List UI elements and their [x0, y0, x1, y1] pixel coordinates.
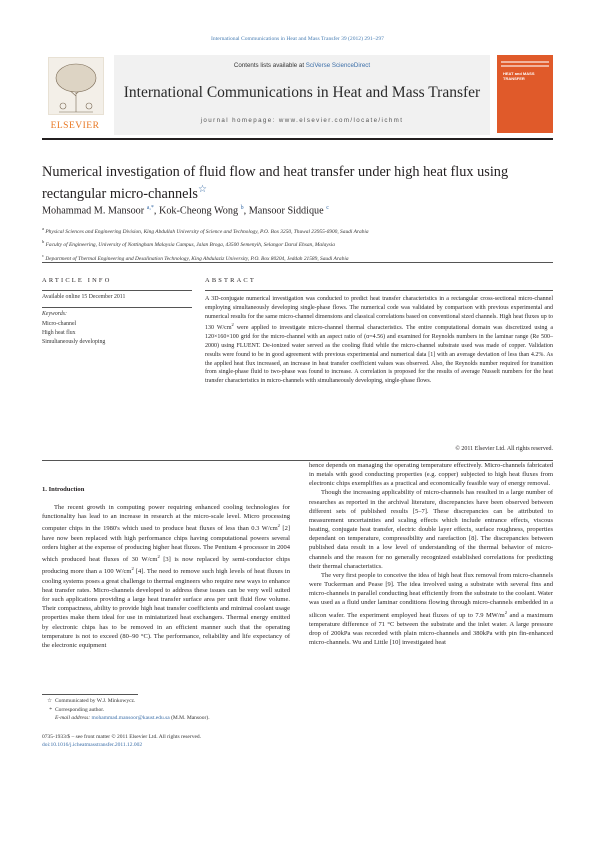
body-paragraph: [309, 571, 553, 647]
email-link[interactable]: mohammad.mansoor@kaust.edu.sa: [91, 715, 170, 722]
footnotes: [42, 697, 290, 723]
body-column-left: [42, 485, 290, 650]
elsevier-wordmark: ELSEVIER: [50, 121, 100, 131]
affiliation-mark: c: [42, 252, 44, 258]
author-separator: ,: [153, 205, 159, 217]
author-name[interactable]: Mansoor Siddique: [248, 205, 324, 217]
footnote-text: Communicated by W.J. Minkowycz.: [55, 698, 136, 704]
abstract-text: [205, 295, 553, 386]
footnote-item: [42, 706, 290, 715]
journal-name: International Communications in Heat and Mass Transfer: [123, 84, 481, 101]
article-title: [42, 163, 553, 203]
body-text: The very first people to conceive the idea of high heat flux removal from micro-channels were Tuckerman and Pease [9]. The idea involved using a substrate with several fins and micro-channels in parallel conducting heat efficiently from the substrate to the coolant. Water was used as a fluid under laminar conditions flowing through micro-channels embedded in a silicon wafer. The experiment employed heat fluxes of up to 7.9 MW/m: [309, 571, 553, 619]
masthead-rule: [42, 138, 553, 140]
superscript: 2: [131, 566, 134, 572]
article-info-rule: [42, 307, 192, 308]
email-label: E-mail address:: [55, 715, 92, 722]
superscript: 2: [157, 554, 160, 560]
keywords-label: Keywords:: [42, 311, 67, 317]
doi-link[interactable]: doi:10.1016/j.icheatmasstransfer.2011.12.002: [42, 742, 143, 749]
tree-emblem-icon: [48, 57, 104, 115]
article-title-text: Numerical investigation of fluid flow and heat transfer under high heat flux using rectangular micro-channels: [42, 164, 509, 202]
keyword-item: Simultaneously developing: [42, 339, 106, 345]
footnote-text: Corresponding author.: [55, 706, 105, 713]
superscript: 2: [231, 322, 234, 328]
keyword-item: High heat flux: [42, 330, 76, 336]
body-paragraph: hence depends on managing the operating temperature effectively. Micro-channels fabricated in metals with good conducting properties (e.g. copper) subjected to high heat fluxes from electronic chips exemplifies as a practical and economically feasible way of energy removal.: [309, 462, 553, 488]
affiliation-text: Faculty of Engineering, University of Nottingham Malaysia Campus, Jalan Broga, 43500 Semenyih, Selangor Darul Ehsan, Malaysia: [45, 242, 335, 249]
footnote-item: [42, 697, 290, 706]
available-online-date: Available online 15 December 2011: [42, 294, 126, 300]
abstract-text-part: A 3D-conjugate numerical investigation was conducted to predict heat transfer characteristics in a rectangular cross-sectional micro-channel employing simultaneously developing single-phase flows. The numerical code was validated by comparison with previous experimental and numerical results for the same micro-channel dimensions and classical correlations based on conventional sized channels. High heat fluxes up to 130 W/cm: [205, 296, 553, 332]
footnote-star-mark: ☆: [47, 698, 52, 704]
affiliation-item: [42, 224, 553, 237]
body-text: [2] have now been replaced with high performance chips having computational powers several orders higher at the expense of producing higher heat fluxes. The Pentium 4 processor in 2004 which produced heat fluxes of 30 W/cm: [42, 525, 290, 564]
body-text: and a maximum temperature difference of 71 °C between the substrate and the inlet water. A large pressure drop of 200kPa was recorded with plain micro-channels and 380kPa with pin fin-enhanced micro-channels. Wu and Little [10] investigated heat: [309, 611, 553, 647]
section-heading: 1. Introduction: [42, 486, 85, 493]
body-text: [3] is now replaced by semi-conductor chips producing more than a 100 W/cm: [42, 556, 290, 576]
email-suffix: (M.M. Mansoor).: [169, 715, 210, 722]
abstract-rule: [205, 290, 553, 291]
footnote-rule: [42, 694, 138, 695]
author-name[interactable]: Kok-Cheong Wong: [158, 205, 239, 217]
journal-masthead: [42, 55, 553, 135]
superscript: 2: [504, 609, 508, 615]
body-paragraph: Though the increasing applicability of micro-channels has resulted in a large number of researches as reported in the archival literature, discrepancies have been observed between different sets of published results [5–7]. These discrepancies can be attributed to measurement uncertainties and scaling effects which include entrance effects, viscous heating, conjugate heat transfer, electric double layer effects, surface roughness, properties dependant on temperature, compressibility and rarefaction [8]. The discrepancies between published data result in a low level of understanding of the thermal behavior of micro-channels and the reason for no generally recognized established correlations for predicting their thermal characteristics.: [309, 489, 553, 570]
body-text: [4]. The need to remove such high levels of heat fluxes in cooling systems poses a great challenge to thermal engineers who require new ways to enhance heat transfer rates. Micro-channels developed to address these issues can be very well suited for such applications providing a large heat transfer surface area per unit fluid flow volume. Their compactness, ability to provide high heat transfer coefficients and minimal coolant usage properties make them ideal for use in miniaturized heat exchangers. Thermal energy emitted by electronic chips has to be removed in an efficient manner such that the operating temperature is not to exceed (80–90 °C). The performance, reliability and life expectancy of the electronic equipment: [42, 568, 290, 649]
affiliation-text: Physical Sciences and Engineering Division, King Abdullah University of Science and Technology, P.O. Box 3250, Thuwal 23955-6900, Saudi Arabia: [45, 228, 369, 235]
footnote-email: [42, 714, 290, 723]
issn-line: 0735-1933/$ – see front matter © 2011 Elsevier Ltd. All rights reserved.: [42, 734, 202, 740]
sciencedirect-link[interactable]: SciVerse ScienceDirect: [305, 62, 371, 69]
affiliation-rule: [42, 262, 553, 263]
body-column-right: [309, 461, 553, 647]
running-citation[interactable]: International Communications in Heat and Mass Transfer 39 (2012) 291–297: [211, 36, 384, 42]
affiliation-item: [42, 237, 553, 250]
contents-line: [114, 62, 490, 69]
keywords-list: [42, 320, 105, 347]
author-name[interactable]: Mohammad M. Mansoor: [42, 205, 145, 217]
masthead-banner: [114, 55, 490, 135]
affiliation-mark: a: [42, 226, 44, 231]
cover-stripe: [501, 65, 549, 67]
elsevier-logo: [42, 55, 108, 133]
abstract-heading: ABSTRACT: [205, 277, 256, 284]
keyword-item: Micro-channel: [42, 321, 77, 327]
article-info-rule: [42, 290, 192, 291]
copyright-notice: © 2011 Elsevier Ltd. All rights reserved.: [455, 446, 553, 452]
author-affiliation-mark[interactable]: b: [240, 205, 244, 211]
author-list: [42, 205, 553, 216]
author-affiliation-mark[interactable]: a,*: [146, 205, 154, 211]
cover-title: HEAT and MASS TRANSFER: [503, 71, 535, 81]
cover-stripe: [501, 61, 549, 63]
author-affiliation-mark[interactable]: c: [326, 205, 329, 211]
body-paragraph: [42, 503, 290, 650]
affiliation-text: Department of Thermal Engineering and Desalination Technology, King Abdulaziz University, P.O. Box 80204, Jeddah 21589, Saudi Arabia: [45, 255, 349, 262]
body-text: The recent growth in computing power requiring enhanced cooling technologies for functionality has lead to an increase in research at the micro-scale level. Micro processing computer chips in the 1980's which used to produce heat fluxes of less than 0.3 W/cm: [42, 504, 290, 533]
superscript: 2: [277, 523, 280, 529]
abstract-text-part: were applied to investigate micro-channel thermal characteristics. The entire computational domain was discretized using a 120×160×100 grid for the micro-channel with an aspect ratio of (α=4.56) and examined for Reynolds numbers in the laminar range (Re 500–2000) using FLUENT. De-ionized water served as the cooling fluid while the micro-channel substrate used was made of copper. Validation results were found to be in good agreement with previous experimental and numerical data [1] with an average deviation of less than 4.2%. As the applied heat flux increased, an increase in heat transfer coefficient values was observed. Also, the Reynolds number required for transition from single-phase fluid to two-phase was found to increase. A correlation is proposed for the results of average Nusselt numbers for the heat transfer characteristics in micro-channels with simultaneously developing, single-phase flows.: [205, 325, 553, 385]
author-separator: ,: [243, 205, 249, 217]
journal-cover-thumbnail[interactable]: [497, 55, 553, 133]
journal-homepage-link[interactable]: journal homepage: www.elsevier.com/locate/ichmt: [200, 117, 404, 124]
contents-prefix: Contents lists available at: [233, 62, 306, 69]
title-footnote-star[interactable]: ☆: [198, 184, 207, 195]
affiliations: [42, 224, 553, 264]
article-info-heading: ARTICLE INFO: [42, 277, 112, 284]
footnote-asterisk-mark: *: [49, 706, 52, 713]
issn-block: [42, 733, 290, 750]
affiliation-mark: b: [42, 239, 45, 245]
